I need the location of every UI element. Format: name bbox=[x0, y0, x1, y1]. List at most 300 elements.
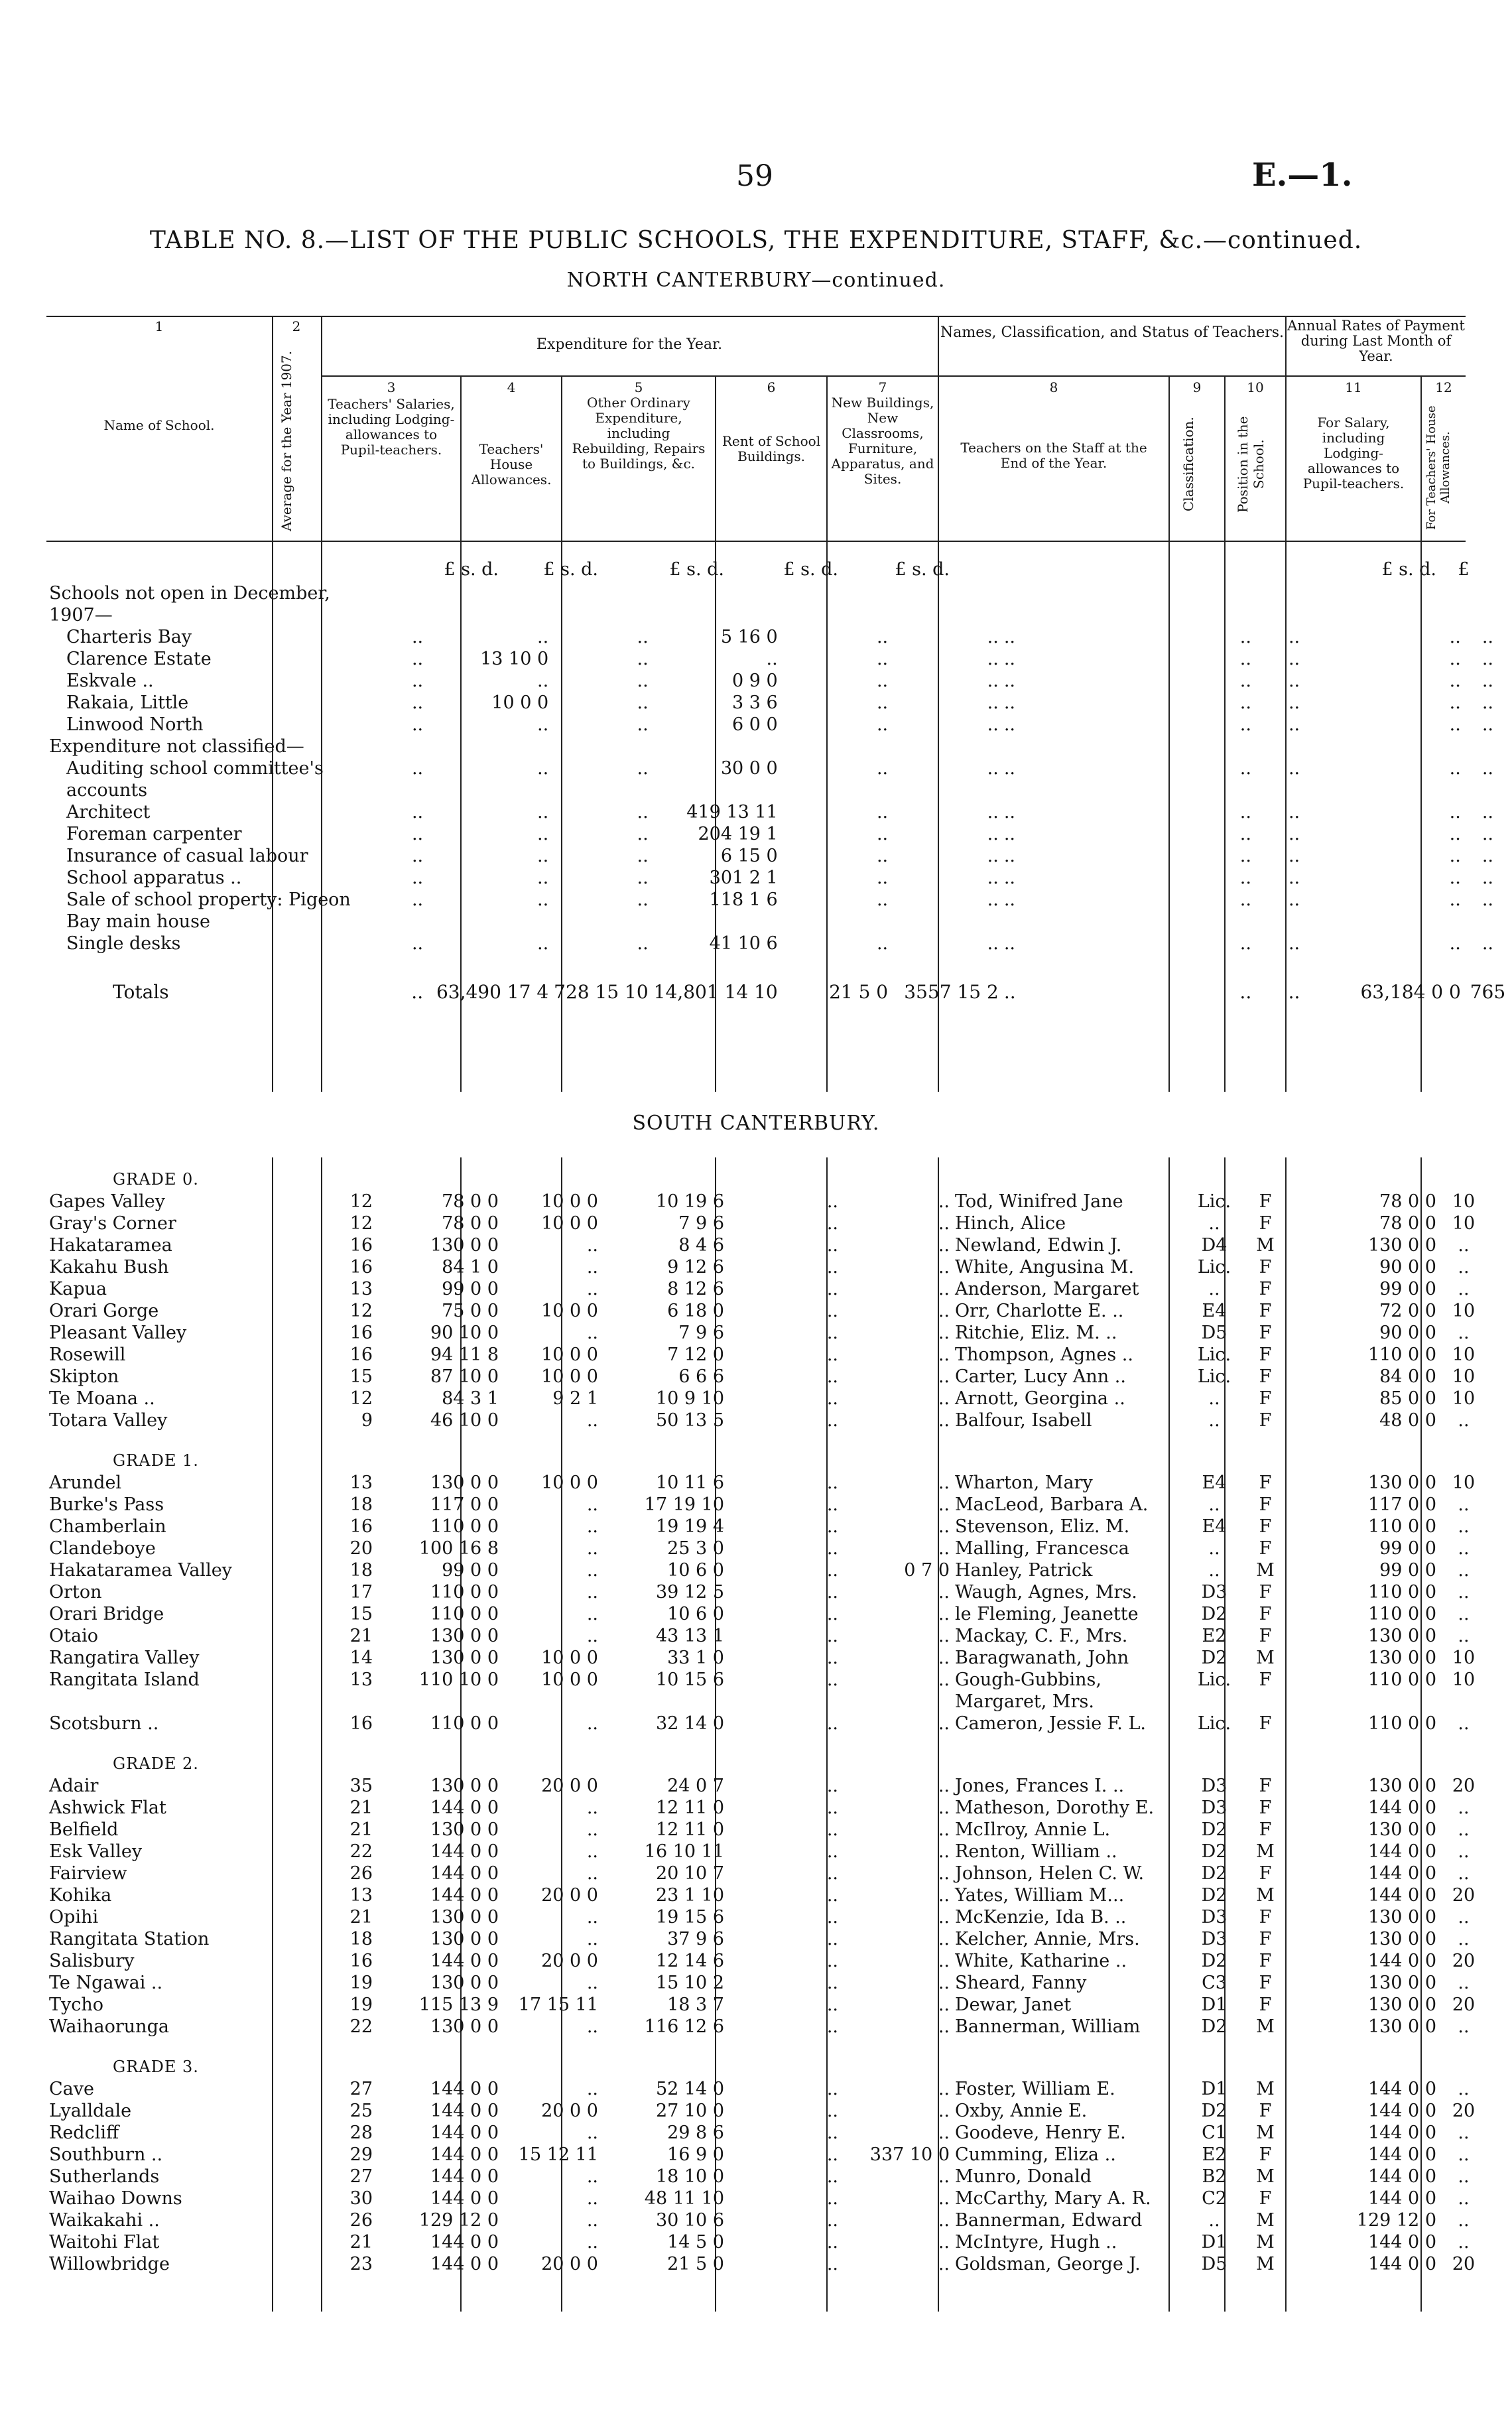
cell-c7: .. bbox=[938, 1538, 950, 1559]
cell-c4: .. bbox=[637, 802, 649, 822]
cell-c5: 116 12 6 bbox=[644, 2016, 724, 2037]
cell-c11: 144 0 0 bbox=[1367, 2188, 1436, 2209]
cell-c8: Bannerman, Edward bbox=[955, 2210, 1143, 2231]
cell-c5: 3 3 6 bbox=[732, 692, 778, 713]
cell-c5: 10 6 0 bbox=[667, 1560, 724, 1581]
table-row bbox=[46, 1322, 1488, 1344]
cell-name: Fairview bbox=[49, 1863, 127, 1884]
cell-c12: .. bbox=[1458, 2123, 1470, 2143]
cell-c11: 99 0 0 bbox=[1379, 1560, 1436, 1581]
cell-c9: .. bbox=[1239, 981, 1252, 1003]
cell-c3: 84 1 0 bbox=[442, 1257, 499, 1277]
cell-c10: .. bbox=[1288, 649, 1300, 669]
cell-c4: .. bbox=[586, 1929, 598, 1949]
cell-c7: .. bbox=[938, 1604, 950, 1624]
cell-avg: 21 bbox=[349, 1907, 373, 1928]
cell-avg: 17 bbox=[349, 1582, 373, 1603]
cell-c3 bbox=[426, 582, 551, 626]
page-reference: E.—1. bbox=[1252, 157, 1353, 194]
table-row bbox=[46, 1409, 1488, 1431]
cell-c4: .. bbox=[586, 1819, 598, 1840]
cell-c9: D3 bbox=[1201, 1776, 1228, 1796]
col1-number: 1 bbox=[155, 318, 164, 334]
cell-name: Hakataramea bbox=[49, 1235, 172, 1256]
cell-c7: .. bbox=[938, 2166, 950, 2187]
cell-c10: .. bbox=[1288, 714, 1300, 735]
cell-c5: 301 2 1 bbox=[709, 868, 778, 888]
cell-c6: .. bbox=[826, 1191, 838, 1212]
cell-c12: 10 bbox=[1452, 1648, 1476, 1668]
cell-c12: 20 bbox=[1452, 2101, 1476, 2121]
cell-c8: .. bbox=[1003, 671, 1015, 691]
cell-c3: 63,490 17 4 bbox=[436, 981, 549, 1003]
cell-c10: F bbox=[1259, 1538, 1272, 1559]
table-row bbox=[46, 1884, 1488, 1906]
cell-c3: 130 0 0 bbox=[430, 1907, 499, 1928]
cell-c5: 12 14 6 bbox=[655, 1951, 724, 1971]
cell-c6: .. bbox=[826, 1388, 838, 1409]
cell-c6: .. bbox=[826, 2166, 838, 2187]
north-subtitle: NORTH CANTERBURY—continued. bbox=[566, 269, 946, 292]
cell-c6: .. bbox=[826, 2101, 838, 2121]
cell-c10: .. bbox=[1288, 868, 1300, 888]
grade-label: GRADE 1. bbox=[113, 1451, 199, 1470]
table-row bbox=[46, 801, 1512, 823]
cell-c7: .. bbox=[938, 1907, 950, 1928]
cell-c7: .. bbox=[987, 671, 999, 691]
col8-number: 8 bbox=[1049, 379, 1058, 395]
cell-c4: .. bbox=[586, 1798, 598, 1818]
cell-c12: .. bbox=[1458, 1323, 1470, 1343]
cell-c3: 78 0 0 bbox=[442, 1213, 499, 1234]
cell-c9: .. bbox=[1239, 649, 1251, 669]
cell-c6: .. bbox=[826, 1235, 838, 1256]
cell-c7: .. bbox=[938, 1648, 950, 1668]
cell-c11: 110 0 0 bbox=[1367, 1604, 1436, 1624]
cell-c8: Sheard, Fanny bbox=[955, 1973, 1087, 1993]
cell-c10: .. bbox=[1288, 846, 1300, 866]
cell-avg: 18 bbox=[349, 1560, 373, 1581]
table-row bbox=[46, 1669, 1488, 1713]
cell-c8: Baragwanath, John bbox=[955, 1648, 1129, 1668]
cell-c8: Oxby, Annie E. bbox=[955, 2101, 1088, 2121]
cell-c5 bbox=[651, 582, 781, 626]
cell-c10: F bbox=[1259, 1798, 1272, 1818]
cell-c8: Anderson, Margaret bbox=[955, 1279, 1139, 1299]
cell-c9: D4 bbox=[1201, 1235, 1228, 1256]
cell-c12: .. bbox=[1481, 649, 1493, 669]
cell-name: Rosewill bbox=[49, 1344, 126, 1365]
cell-name: Te Ngawai .. bbox=[49, 1973, 163, 1993]
cell-c7: .. bbox=[987, 649, 999, 669]
cell-avg: 16 bbox=[349, 1257, 373, 1277]
cell-avg: 12 bbox=[349, 1191, 373, 1212]
cell-c5: 23 1 10 bbox=[655, 1885, 724, 1906]
cell-avg: .. bbox=[411, 714, 424, 735]
col9-number: 9 bbox=[1192, 379, 1202, 395]
cell-avg: 15 bbox=[349, 1366, 373, 1387]
cell-c12: 20 bbox=[1452, 2254, 1476, 2274]
table-row bbox=[46, 845, 1512, 867]
cell-c8: Orr, Charlotte E. .. bbox=[955, 1301, 1124, 1321]
cell-c9 bbox=[1219, 736, 1273, 757]
cell-c3: 100 16 8 bbox=[418, 1538, 499, 1559]
grade-heading bbox=[46, 2056, 1488, 2078]
cell-c6: .. bbox=[826, 1538, 838, 1559]
cell-c11: 110 0 0 bbox=[1367, 1582, 1436, 1603]
cell-c5: 16 9 0 bbox=[667, 2144, 724, 2165]
table-row bbox=[46, 1366, 1488, 1388]
cell-c12: .. bbox=[1458, 1235, 1470, 1256]
cell-c7: .. bbox=[938, 1626, 950, 1646]
cell-c8: .. bbox=[1003, 889, 1015, 910]
cell-c10: M bbox=[1256, 1235, 1275, 1256]
cell-name: Kohika bbox=[49, 1885, 112, 1906]
cell-c8: .. bbox=[1003, 824, 1015, 844]
cell-name: Orton bbox=[49, 1582, 102, 1603]
table-row bbox=[46, 1234, 1488, 1256]
cell-c7 bbox=[891, 582, 1001, 626]
table-row bbox=[46, 1300, 1488, 1322]
cell-c11: .. bbox=[1449, 933, 1461, 954]
cell-avg: 21 bbox=[349, 1819, 373, 1840]
cell-name: Kapua bbox=[49, 1279, 107, 1299]
cell-c8: le Fleming, Jeanette bbox=[955, 1604, 1139, 1624]
cell-c11: 129 12 0 bbox=[1356, 2210, 1436, 2231]
cell-c9: D1 bbox=[1201, 2232, 1228, 2253]
grade-label: GRADE 2. bbox=[113, 1754, 199, 1773]
cell-name: Waihaorunga bbox=[49, 2016, 169, 2037]
cell-c12: 20 bbox=[1452, 1776, 1476, 1796]
cell-c11: .. bbox=[1449, 714, 1461, 735]
cell-c8: Goodeve, Henry E. bbox=[955, 2123, 1126, 2143]
cell-c8: Arnott, Georgina .. bbox=[955, 1388, 1125, 1409]
cell-c7: .. bbox=[938, 2254, 950, 2274]
cell-name: Eskvale .. bbox=[66, 671, 154, 691]
table-row bbox=[46, 1344, 1488, 1366]
table-row bbox=[46, 1278, 1488, 1300]
cell-c7: .. bbox=[938, 1191, 950, 1212]
cell-c4: .. bbox=[586, 1538, 598, 1559]
cell-c4: .. bbox=[586, 2016, 598, 2037]
cell-name: Rangatira Valley bbox=[49, 1648, 200, 1668]
table-row bbox=[46, 2231, 1488, 2253]
cell-c5: 32 14 0 bbox=[655, 1713, 724, 1734]
cell-c6: .. bbox=[826, 1713, 838, 1734]
north-table bbox=[46, 582, 1512, 1003]
cell-c9: E2 bbox=[1202, 2144, 1227, 2165]
cell-avg: 28 bbox=[349, 2123, 373, 2143]
cell-c4: .. bbox=[586, 2123, 598, 2143]
cell-name: Gray's Corner bbox=[49, 1213, 176, 1234]
cell-c3: 110 0 0 bbox=[430, 1582, 499, 1603]
cell-c12: .. bbox=[1458, 2188, 1470, 2209]
cell-c12: 20 bbox=[1452, 1885, 1476, 1906]
cell-c8: Goldsman, George J. bbox=[955, 2254, 1141, 2274]
table-row bbox=[46, 1994, 1488, 2016]
cell-c7: .. bbox=[938, 1366, 950, 1387]
cell-name: Arundel bbox=[49, 1472, 122, 1493]
table-row bbox=[46, 867, 1512, 889]
cell-avg: 19 bbox=[349, 1973, 373, 1993]
cell-c6: .. bbox=[826, 1863, 838, 1884]
cell-c4: 10 0 0 bbox=[541, 1669, 598, 1690]
cell-c6: .. bbox=[826, 1669, 838, 1690]
cell-c5: 12 11 0 bbox=[655, 1798, 724, 1818]
cell-c7: .. bbox=[938, 1995, 950, 2015]
page-number: 59 bbox=[736, 159, 773, 193]
cell-c6: .. bbox=[876, 692, 889, 713]
cell-c9: D3 bbox=[1201, 1907, 1228, 1928]
cell-c8: Johnson, Helen C. W. bbox=[955, 1863, 1145, 1884]
cell-c5: 6 6 6 bbox=[678, 1366, 724, 1387]
cell-c9: .. bbox=[1239, 824, 1251, 844]
cell-c5: 30 0 0 bbox=[720, 758, 778, 779]
cell-c3: 144 0 0 bbox=[430, 2123, 499, 2143]
cell-c10: F bbox=[1259, 1819, 1272, 1840]
cell-c5: 10 6 0 bbox=[667, 1604, 724, 1624]
cell-c7: .. bbox=[938, 1582, 950, 1603]
cell-c11: 144 0 0 bbox=[1367, 2254, 1436, 2274]
cell-c4: 20 0 0 bbox=[541, 2101, 598, 2121]
cell-c5: 41 10 6 bbox=[709, 933, 778, 954]
cell-avg: 27 bbox=[349, 2079, 373, 2099]
cell-c6: .. bbox=[826, 1907, 838, 1928]
cell-c8: Gough-Gubbins, Margaret, Mrs. bbox=[955, 1669, 1102, 1712]
cell-c6: .. bbox=[826, 1410, 838, 1431]
cell-c8: Matheson, Dorothy E. bbox=[955, 1798, 1155, 1818]
cell-c3 bbox=[426, 736, 551, 757]
cell-c3: .. bbox=[536, 933, 549, 954]
cell-c4: .. bbox=[586, 1235, 598, 1256]
cell-c7: .. bbox=[938, 1388, 950, 1409]
names-group-header: Names, Classification, and Status of Teachers. bbox=[940, 324, 1284, 341]
cell-c5: 10 9 10 bbox=[655, 1388, 724, 1409]
cell-avg: 23 bbox=[349, 2254, 373, 2274]
table-row bbox=[46, 1972, 1488, 1994]
cell-c3: 144 0 0 bbox=[430, 1841, 499, 1862]
cell-c11 bbox=[1316, 736, 1464, 757]
cell-avg: .. bbox=[411, 824, 424, 844]
cell-c10: F bbox=[1259, 1973, 1272, 1993]
cell-c12: .. bbox=[1458, 1863, 1470, 1884]
cell-c12: .. bbox=[1481, 933, 1493, 954]
cell-c3: .. bbox=[536, 714, 549, 735]
cell-c12: .. bbox=[1458, 1973, 1470, 1993]
cell-c5: 5 16 0 bbox=[720, 627, 778, 647]
cell-c11: 110 0 0 bbox=[1367, 1344, 1436, 1365]
cell-avg: 19 bbox=[349, 1995, 373, 2015]
cell-c4: .. bbox=[586, 2232, 598, 2253]
cell-c9: Lic. bbox=[1197, 1713, 1231, 1734]
cell-c10: F bbox=[1259, 1863, 1272, 1884]
cell-c3: .. bbox=[536, 671, 549, 691]
cell-c12 bbox=[1464, 582, 1512, 626]
cell-c12: 10 bbox=[1452, 1301, 1476, 1321]
cell-c3: 130 0 0 bbox=[430, 1819, 499, 1840]
cell-c9: B2 bbox=[1202, 2166, 1227, 2187]
cell-c12: 10 bbox=[1452, 1366, 1476, 1387]
cell-avg: 29 bbox=[349, 2144, 373, 2165]
cell-c9: E2 bbox=[1202, 1626, 1227, 1646]
cell-c8: Hanley, Patrick bbox=[955, 1560, 1093, 1581]
cell-name: Skipton bbox=[49, 1366, 119, 1387]
cell-c7: .. bbox=[987, 889, 999, 910]
cell-name: Adair bbox=[49, 1776, 99, 1796]
cell-c9: D2 bbox=[1201, 1863, 1228, 1884]
cell-c8: .. bbox=[1003, 714, 1015, 735]
cell-c3: 130 0 0 bbox=[430, 1472, 499, 1493]
cell-avg: 13 bbox=[349, 1885, 373, 1906]
cell-c5: 19 19 4 bbox=[655, 1516, 724, 1537]
cell-c10: .. bbox=[1288, 981, 1300, 1003]
cell-name: Orari Bridge bbox=[49, 1604, 164, 1624]
cell-c9: Lic. bbox=[1197, 1366, 1231, 1387]
cell-c11: 144 0 0 bbox=[1367, 1863, 1436, 1884]
cell-c7: .. bbox=[938, 2101, 950, 2121]
cell-c11: 144 0 0 bbox=[1367, 1885, 1436, 1906]
cell-c5: 30 10 6 bbox=[655, 2210, 724, 2231]
cell-c9: .. bbox=[1239, 846, 1251, 866]
cell-c7: 3557 15 2 bbox=[904, 981, 999, 1003]
cell-c10: .. bbox=[1288, 889, 1300, 910]
cell-c4: 9 2 1 bbox=[552, 1388, 598, 1409]
cell-c7: .. bbox=[938, 1279, 950, 1299]
cell-c7 bbox=[891, 736, 1001, 757]
cell-c12: .. bbox=[1458, 1626, 1470, 1646]
cell-c4: .. bbox=[586, 1410, 598, 1431]
cell-c4: .. bbox=[586, 2079, 598, 2099]
cell-c10: F bbox=[1259, 1344, 1272, 1365]
table-row bbox=[46, 1516, 1488, 1538]
cell-avg: 21 bbox=[349, 2232, 373, 2253]
cell-c8: White, Katharine .. bbox=[955, 1951, 1127, 1971]
cell-c4: .. bbox=[637, 933, 649, 954]
cell-c8: .. bbox=[1003, 846, 1015, 866]
cell-c7: .. bbox=[987, 846, 999, 866]
cell-c9: .. bbox=[1208, 1410, 1220, 1431]
cell-c9: .. bbox=[1208, 1560, 1220, 1581]
cell-avg: .. bbox=[411, 846, 424, 866]
table-row bbox=[46, 933, 1512, 954]
col4-number: 4 bbox=[507, 379, 516, 395]
cell-c10: F bbox=[1259, 1323, 1272, 1343]
cell-c12: .. bbox=[1458, 1841, 1470, 1862]
cell-c6: .. bbox=[826, 1648, 838, 1668]
cell-c6: .. bbox=[826, 1344, 838, 1365]
cell-c11: 130 0 0 bbox=[1367, 1648, 1436, 1668]
cell-avg: 20 bbox=[349, 1538, 373, 1559]
cell-name: Totara Valley bbox=[49, 1410, 168, 1431]
cell-c12: .. bbox=[1481, 714, 1493, 735]
cell-name: Rangitata Station bbox=[49, 1929, 210, 1949]
cell-name: School apparatus .. bbox=[66, 868, 242, 888]
table-row bbox=[46, 582, 1512, 626]
cell-c8: Newland, Edwin J. bbox=[955, 1235, 1122, 1256]
cell-c10: F bbox=[1259, 1995, 1272, 2015]
cell-c5: 19 15 6 bbox=[655, 1907, 724, 1928]
cell-c10: F bbox=[1259, 1951, 1272, 1971]
cell-c8: .. bbox=[1003, 627, 1015, 647]
cell-c9: .. bbox=[1208, 1213, 1220, 1234]
cell-c9: .. bbox=[1208, 2210, 1220, 2231]
cell-avg: 35 bbox=[349, 1776, 373, 1796]
cell-c11: .. bbox=[1449, 889, 1461, 910]
cell-c3: 10 0 0 bbox=[491, 692, 549, 713]
cell-c12: .. bbox=[1458, 2166, 1470, 2187]
grade-label: GRADE 3. bbox=[113, 2058, 199, 2076]
cell-c10: M bbox=[1256, 2232, 1275, 2253]
cell-c9: C2 bbox=[1202, 2188, 1227, 2209]
cell-c10: M bbox=[1256, 2254, 1275, 2274]
cell-c8: Waugh, Agnes, Mrs. bbox=[955, 1582, 1137, 1603]
table-row bbox=[46, 2209, 1488, 2231]
cell-c4: .. bbox=[586, 1494, 598, 1515]
cell-c4: 10 0 0 bbox=[541, 1344, 598, 1365]
cell-c3: 144 0 0 bbox=[430, 2254, 499, 2274]
cell-c10: F bbox=[1259, 1257, 1272, 1277]
cell-name: Pleasant Valley bbox=[49, 1323, 187, 1343]
cell-name: Waikakahi .. bbox=[49, 2210, 160, 2231]
cell-c6: .. bbox=[876, 846, 889, 866]
cell-c9: D2 bbox=[1201, 2016, 1228, 2037]
cell-c10: .. bbox=[1288, 627, 1300, 647]
cell-c6: .. bbox=[826, 1257, 838, 1277]
cell-name: Willowbridge bbox=[49, 2254, 170, 2274]
cell-c7: .. bbox=[938, 1798, 950, 1818]
cell-name: Gapes Valley bbox=[49, 1191, 165, 1212]
cell-c4: .. bbox=[637, 714, 649, 735]
cell-c7: .. bbox=[938, 1973, 950, 1993]
cell-avg: 26 bbox=[349, 1863, 373, 1884]
cell-c12: 10 bbox=[1452, 1191, 1476, 1212]
cell-c4: .. bbox=[637, 671, 649, 691]
table-row bbox=[46, 1775, 1488, 1797]
cell-c4: .. bbox=[586, 2166, 598, 2187]
cell-c8: .. bbox=[1003, 649, 1015, 669]
cell-c6: .. bbox=[826, 2144, 838, 2165]
cell-c8: .. bbox=[1003, 758, 1015, 779]
cell-c8: Foster, William E. bbox=[955, 2079, 1115, 2099]
cell-c4: 20 0 0 bbox=[541, 1776, 598, 1796]
col12-header: For Teachers' House Allowances. bbox=[1424, 405, 1452, 530]
cell-avg: 13 bbox=[349, 1669, 373, 1690]
cell-c8: McCarthy, Mary A. R. bbox=[955, 2188, 1151, 2209]
cell-c11: 72 0 0 bbox=[1379, 1301, 1436, 1321]
cell-c5: 6 15 0 bbox=[720, 846, 778, 866]
cell-c10: F bbox=[1259, 1301, 1272, 1321]
cell-c11: 78 0 0 bbox=[1379, 1191, 1436, 1212]
cell-name: Burke's Pass bbox=[49, 1494, 164, 1515]
cell-c10: M bbox=[1256, 1841, 1275, 1862]
col3-header: Teachers' Salaries, including Lodging-allowances to Pupil-teachers. bbox=[328, 396, 455, 458]
totals-row bbox=[46, 981, 1512, 1003]
cell-c7: .. bbox=[938, 2188, 950, 2209]
cell-avg: 18 bbox=[349, 1494, 373, 1515]
table-row bbox=[46, 2144, 1488, 2166]
cell-c10: .. bbox=[1288, 692, 1300, 713]
cell-c10: M bbox=[1256, 1885, 1275, 1906]
cell-c9: .. bbox=[1208, 1494, 1220, 1515]
cell-c5: 20 10 7 bbox=[655, 1863, 724, 1884]
cell-c4 bbox=[551, 736, 651, 757]
cell-c8: Jones, Frances I. .. bbox=[955, 1776, 1125, 1796]
cell-c11: .. bbox=[1449, 846, 1461, 866]
cell-avg: 13 bbox=[349, 1279, 373, 1299]
cell-c6: .. bbox=[826, 1279, 838, 1299]
col12-number: 12 bbox=[1435, 379, 1452, 395]
cell-c7: .. bbox=[938, 1494, 950, 1515]
